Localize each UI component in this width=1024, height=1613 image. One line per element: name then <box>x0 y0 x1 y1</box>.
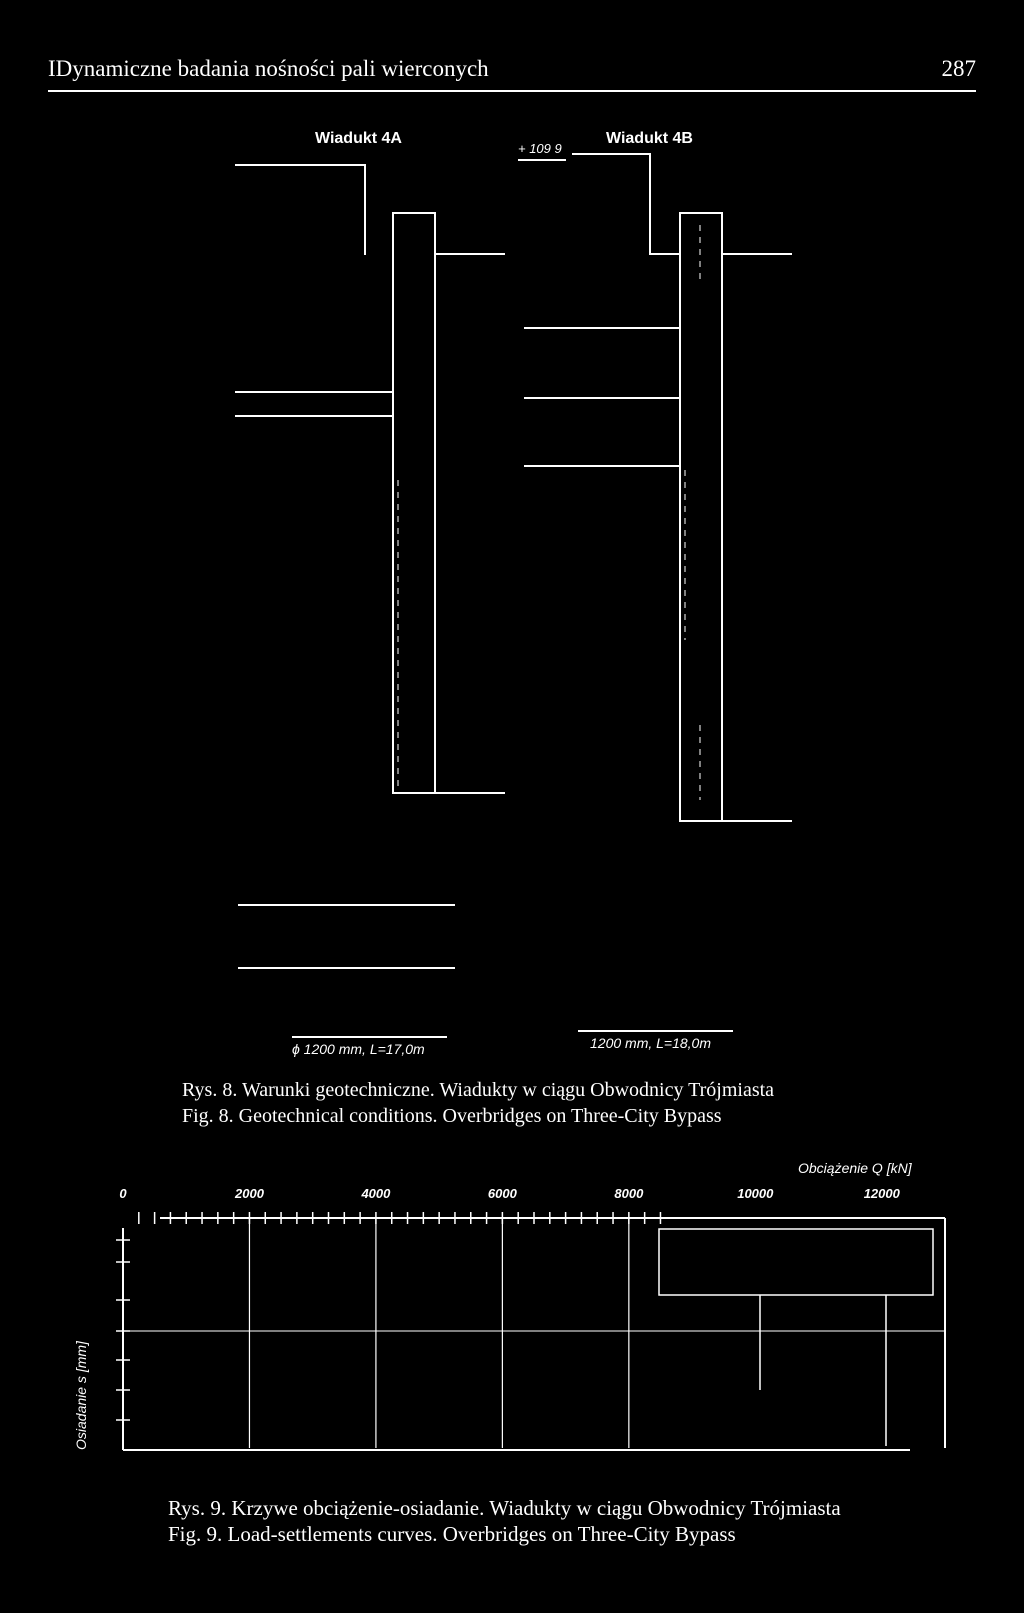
page-number: 287 <box>941 56 976 81</box>
x-tick-label: 10000 <box>737 1186 774 1201</box>
pile-right-spec: 1200 mm, L=18,0m <box>590 1035 712 1051</box>
x-tick-label: 12000 <box>863 1186 900 1201</box>
pile-left-spec: ϕ 1200 mm, L=17,0m <box>292 1041 425 1057</box>
label-wiadukt-4b: Wiadukt 4B <box>606 130 693 147</box>
x-tick-label: 4000 <box>361 1186 391 1201</box>
figure8-caption-pl: Rys. 8. Warunki geotechniczne. Wiadukty w ciągu Obwodnicy Trójmiasta <box>182 1079 775 1101</box>
figure8-caption-en: Fig. 8. Geotechnical conditions. Overbridges on Three-City Bypass <box>182 1105 722 1127</box>
x-axis-label: Obciążenie Q [kN] <box>798 1160 912 1176</box>
figure9-caption-en: Fig. 9. Load-settlements curves. Overbridges on Three-City Bypass <box>168 1522 736 1546</box>
x-tick-label: 6000 <box>487 1186 517 1201</box>
legend-box <box>659 1229 933 1295</box>
label-wiadukt-4a: Wiadukt 4A <box>315 130 402 147</box>
y-axis-label: Osiadanie s [mm] <box>73 1341 89 1450</box>
figure9-caption-pl: Rys. 9. Krzywe obciążenie-osiadanie. Wiadukty w ciągu Obwodnicy Trójmiasta <box>168 1496 841 1520</box>
x-tick-label: 8000 <box>614 1186 644 1201</box>
x-tick-label: 0 <box>119 1186 127 1201</box>
x-tick-label: 2000 <box>235 1186 264 1201</box>
elevation-label: + 109 9 <box>518 141 562 156</box>
running-head: IDynamiczne badania nośności pali wierconych <box>48 56 489 81</box>
